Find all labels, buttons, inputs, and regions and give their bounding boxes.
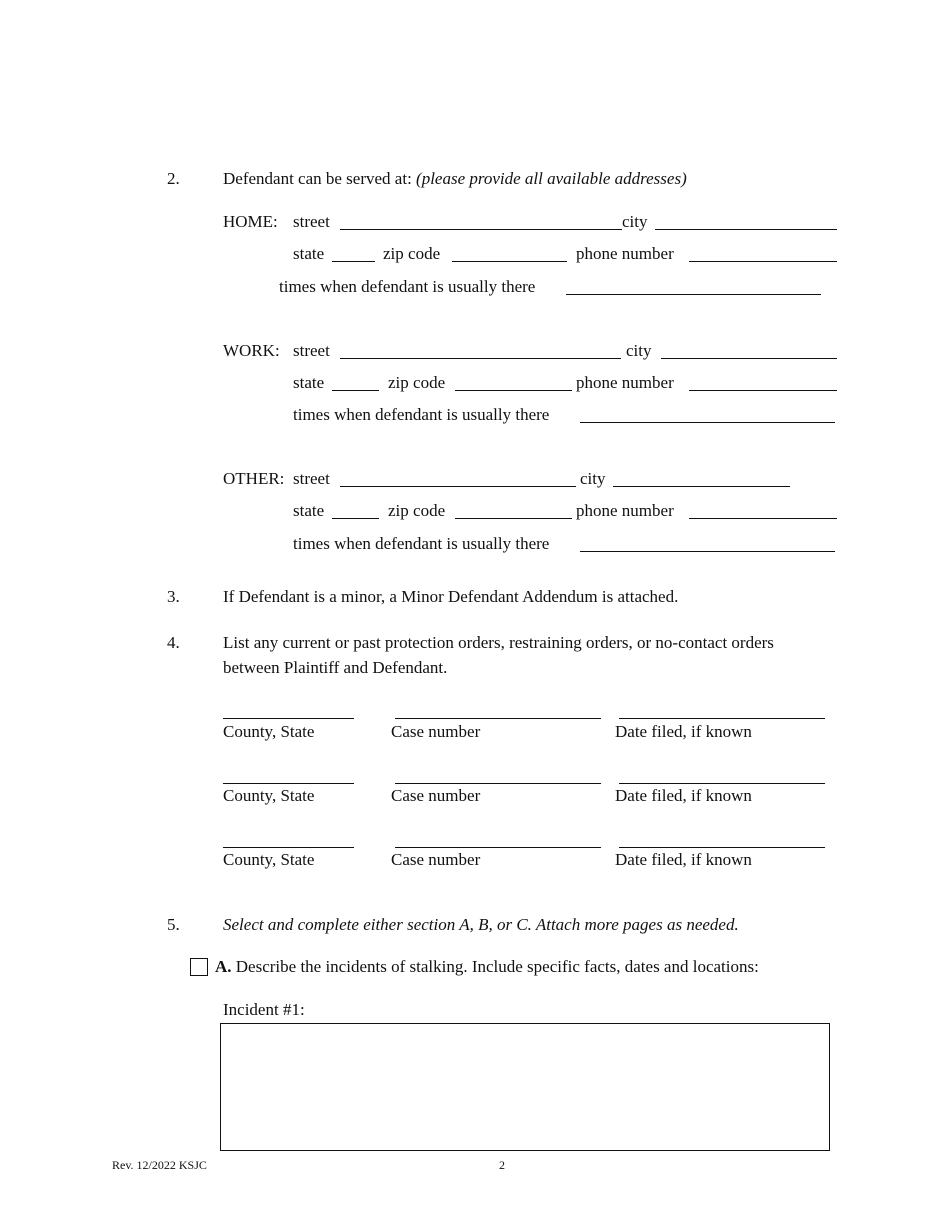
other-street-label: street [293,469,330,488]
incident-1-textbox[interactable] [220,1023,830,1151]
home-times-label: times when defendant is usually there [279,277,536,296]
section-a-line [215,957,759,977]
other-times-field[interactable] [580,537,835,552]
work-phone-field[interactable] [689,376,837,391]
other-state-label: state [293,501,325,520]
work-phone-label: phone number [576,373,674,392]
item-4-line1: List any current or past protection orders, restraining orders, or no-contact orders [223,633,774,652]
work-street-field[interactable] [340,344,621,359]
section-a-label: A. [215,957,232,976]
other-phone-label: phone number [576,501,674,520]
incident-1-label: Incident #1: [223,1000,305,1019]
item-2-number: 2. [167,169,180,188]
order-2-date-label: Date filed, if known [615,786,752,805]
other-zip-field[interactable] [455,504,572,519]
work-times-field[interactable] [580,408,835,423]
work-state-label: state [293,373,325,392]
work-zip-label: zip code [388,373,446,392]
footer-page-number: 2 [499,1158,505,1172]
home-zip-field[interactable] [452,247,567,262]
item-4-line2: between Plaintiff and Defendant. [223,658,448,677]
order-1-county-field[interactable] [223,704,354,719]
home-street-label: street [293,212,330,231]
home-city-field[interactable] [655,215,837,230]
home-state-field[interactable] [332,247,375,262]
item-5-instruction: Select and complete either section A, B, or C. Attach more pages as needed. [223,915,739,934]
order-2-date-field[interactable] [619,769,825,784]
work-zip-field[interactable] [455,376,572,391]
other-city-label: city [580,469,606,488]
work-city-label: city [626,341,652,360]
order-1-date-field[interactable] [619,704,825,719]
item-2-intro-note: (please provide all available addresses) [416,169,687,188]
order-3-case-field[interactable] [395,833,601,848]
work-state-field[interactable] [332,376,379,391]
order-1-date-label: Date filed, if known [615,722,752,741]
order-1-case-field[interactable] [395,704,601,719]
order-3-date-field[interactable] [619,833,825,848]
order-3-county-field[interactable] [223,833,354,848]
home-phone-field[interactable] [689,247,837,262]
section-a-text: Describe the incidents of stalking. Include specific facts, dates and locations: [235,957,759,976]
home-label: HOME: [223,212,278,231]
footer-revision: Rev. 12/2022 KSJC [112,1158,207,1172]
other-phone-field[interactable] [689,504,837,519]
home-city-label: city [622,212,648,231]
item-3-text: If Defendant is a minor, a Minor Defendant Addendum is attached. [223,587,679,606]
home-street-field[interactable] [340,215,622,230]
section-a-checkbox[interactable] [190,958,208,976]
item-2-intro-text: Defendant can be served at: [223,169,412,188]
work-times-label: times when defendant is usually there [293,405,550,424]
order-3-county-label: County, State [223,850,315,869]
other-street-field[interactable] [340,472,576,487]
other-zip-label: zip code [388,501,446,520]
order-2-county-field[interactable] [223,769,354,784]
other-label: OTHER: [223,469,285,488]
order-3-case-label: Case number [391,850,481,869]
item-3-number: 3. [167,587,180,606]
item-4-number: 4. [167,633,180,652]
other-times-label: times when defendant is usually there [293,534,550,553]
work-street-label: street [293,341,330,360]
item-2-intro [223,169,687,189]
order-3-date-label: Date filed, if known [615,850,752,869]
home-times-field[interactable] [566,280,821,295]
order-2-case-field[interactable] [395,769,601,784]
order-2-county-label: County, State [223,786,315,805]
work-city-field[interactable] [661,344,837,359]
home-zip-label: zip code [383,244,441,263]
order-1-case-label: Case number [391,722,481,741]
other-city-field[interactable] [613,472,790,487]
item-5-number: 5. [167,915,180,934]
other-state-field[interactable] [332,504,379,519]
order-2-case-label: Case number [391,786,481,805]
home-phone-label: phone number [576,244,674,263]
work-label: WORK: [223,341,280,360]
order-1-county-label: County, State [223,722,315,741]
home-state-label: state [293,244,325,263]
